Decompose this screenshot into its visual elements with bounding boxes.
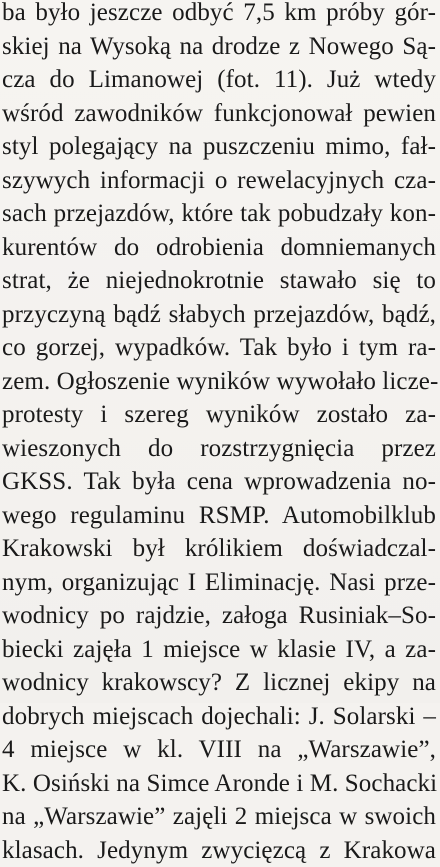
- text-column: [2, 0, 436, 867]
- text-line: wieszonych do rozstrzygnięcia przez: [2, 432, 436, 466]
- text-line: sach przejazdów, które tak pobudzały kon-: [2, 197, 436, 231]
- text-line: wodnicy po rajdzie, załoga Rusiniak–So-: [2, 599, 436, 633]
- text-line: strat, że niejednokrotnie stawało się to: [2, 264, 436, 298]
- text-line: wśród zawodników funkcjonował pewien: [2, 97, 436, 131]
- text-line: cza do Limanowej (fot. 11). Już wtedy: [2, 63, 436, 97]
- text-line: zem. Ogłoszenie wyników wywołało licze-: [2, 365, 436, 399]
- text-line: szywych informacji o rewelacyjnych cza-: [2, 164, 436, 198]
- text-line: dobrych miejscach dojechali: J. Solarski –: [2, 700, 436, 734]
- text-line: biecki zajęła 1 miejsce w klasie IV, a za-: [2, 633, 436, 667]
- text-line: GKSS. Tak była cena wprowadzenia no-: [2, 465, 436, 499]
- text-line: wodnicy krakowscy? Z licznej ekipy na: [2, 666, 436, 700]
- text-line: wego regulaminu RSMP. Automobilklub: [2, 499, 436, 533]
- text-line: Krakowski był królikiem doświadczal-: [2, 532, 436, 566]
- text-line: nym, organizując I Eliminację. Nasi prze-: [2, 566, 436, 600]
- text-line: klasach. Jedynym zwycięzcą z Krakowa: [2, 834, 436, 867]
- text-line: protesty i szereg wyników zostało za-: [2, 398, 436, 432]
- text-line: skiej na Wysoką na drodze z Nowego Są-: [2, 30, 436, 64]
- text-line: ba było jeszcze odbyć 7,5 km próby gór-: [2, 0, 436, 30]
- text-line: co gorzej, wypadków. Tak było i tym ra-: [2, 331, 436, 365]
- text-line: na „Warszawie” zajęli 2 miejsca w swoich: [2, 800, 436, 834]
- text-line: 4 miejsce w kl. VIII na „Warszawie”,: [2, 733, 436, 767]
- text-line: K. Osiński na Simce Aronde i M. Sochacki: [2, 767, 436, 801]
- text-line: kurentów do odrobienia domniemanych: [2, 231, 436, 265]
- text-line: przyczyną bądź słabych przejazdów, bądź,: [2, 298, 436, 332]
- text-line: styl polegający na puszczeniu mimo, fał-: [2, 130, 436, 164]
